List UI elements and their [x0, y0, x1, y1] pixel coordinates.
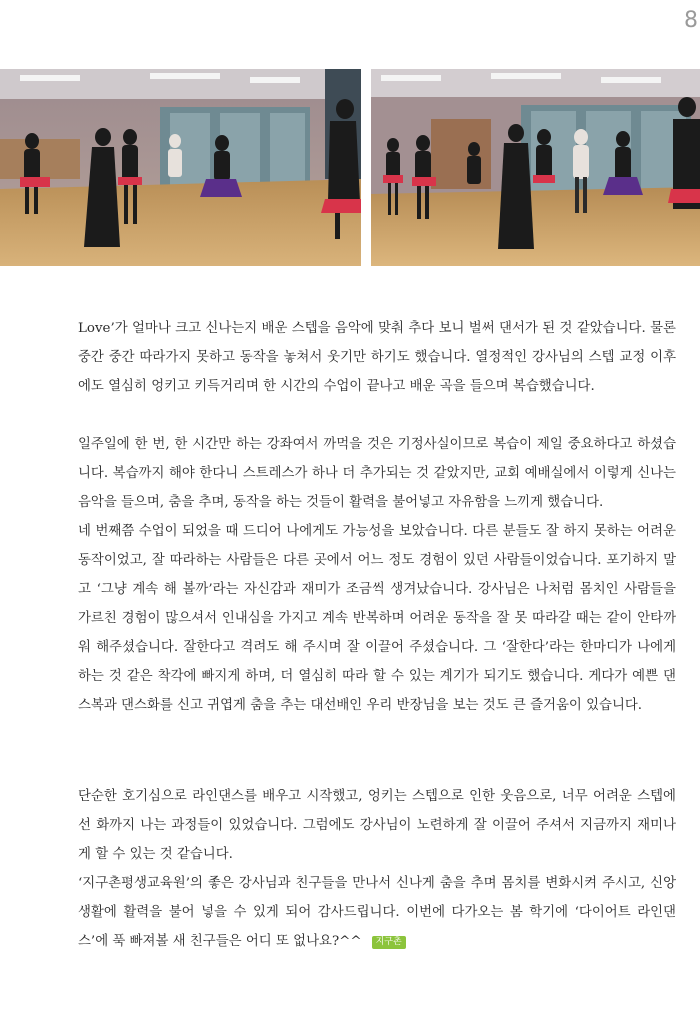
dance-class-photo-right [371, 69, 700, 266]
paragraph-text: 일주일에 한 번, 한 시간만 하는 강좌여서 까먹을 것은 기정사실이므로 복습이 제일 중요하다고 하셨습니다. 복습까지 해야 한다니 스트레스가 하나 더 추가되는 것 같았지만, 교회 예배실에서 이렇게 신나는 음악을 들으며, 춤을 추며, 동작을 하는 것들이 활력을 불어넣고 자유함을 느끼게 했습니다. [78, 437, 676, 510]
paragraph-text: ‘지구촌평생교육원’의 좋은 강사님과 친구들을 만나서 신나게 춤을 추며 몸치를 변화시켜 주시고, 신앙 생활에 활력을 불어 넣을 수 있게 되어 감사드립니다. 이번에 다가오는 봄 학기에 ‘다이어트 라인댄스’에 푹 빠져볼 새 친구들은 어디 또 없나요?^^ [78, 876, 676, 949]
paragraph-text: 네 번째쯤 수업이 되었을 때 드디어 나에게도 가능성을 보았습니다. 다른 분들도 잘 하지 못하는 어려운 동작이었고, 잘 따라하는 사람들은 다른 곳에서 어느 정도 경험이 있던 사람들이었습니다. 포기하지 말고 ‘그냥 계속 해 볼까’라는 자신감과 재미가 조금씩 생겨났습니다. 강사님은 나처럼 몸치인 사람들을 가르친 경험이 많으셔서 인내심을 가지고 계속 반복하며 어려운 동작을 잘 못 따라갈 때는 같이 안타까워 해주셨습니다. 잘한다고 격려도 해 주시며 잘 이끌어 주셨습니다. 그 ‘잘한다’라는 한마디가 나에게 하는 것 같은 착각에 빠지게 하며, 더 열심히 따라 할 수 있는 계기가 되기도 했습니다. 게다가 예쁜 댄스복과 댄스화를 신고 귀엽게 춤을 추는 대선배인 우리 반장님을 보는 것도 큰 즐거움이 있습니다. [78, 524, 676, 713]
paragraph-2 [78, 430, 676, 720]
dance-class-photo-left [0, 69, 361, 266]
page-number: 8 [684, 8, 698, 33]
paragraph-text: Love’가 얼마나 크고 신나는지 배운 스텝을 음악에 맞춰 추다 보니 벌써 댄서가 된 것 같았습니다. 물론 중간 중간 따라가지 못하고 동작을 놓쳐서 웃기만 하기도 했습니다. 열정적인 강사님의 스텝 교정 이후에도 열심히 엉키고 키득거리며 한 시간의 수업이 끝나고 배운 곡을 들으며 복습했습니다. [78, 321, 676, 394]
author-tag: 지구촌 [372, 936, 406, 949]
paragraph-1 [78, 314, 676, 401]
paragraph-3 [78, 782, 676, 956]
closing-paragraph [78, 869, 676, 956]
paragraph-text: 단순한 호기심으로 라인댄스를 배우고 시작했고, 엉키는 스텝으로 인한 웃음으로, 너무 어려운 스텝에선 화까지 나는 과정들이 있었습니다. 그럼에도 강사님이 노련하게 잘 이끌어 주셔서 지금까지 재미나게 할 수 있는 것 같습니다. [78, 789, 676, 862]
